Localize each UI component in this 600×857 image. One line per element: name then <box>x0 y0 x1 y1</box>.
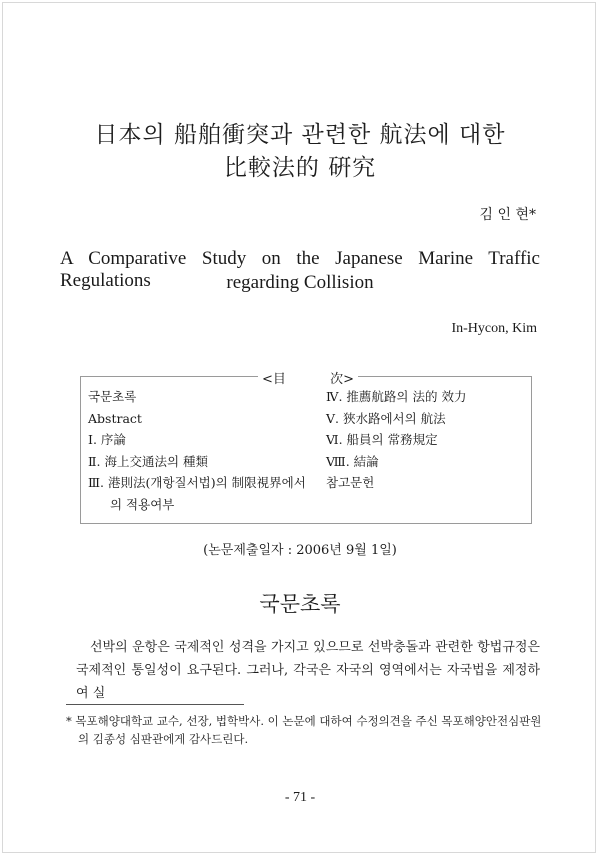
toc-heading <box>258 368 358 387</box>
toc-item: Ⅳ. 推薦航路의 法的 效力 <box>326 389 467 404</box>
page-number: - 71 - <box>284 790 316 805</box>
toc-item: Ⅴ. 狹水路에서의 航法 <box>326 410 446 426</box>
english-title-line2: regarding Collision <box>226 272 374 293</box>
submission-date: (논문제출일자 : 2006년 9월 1일) <box>203 543 397 558</box>
toc-left-column <box>88 386 314 515</box>
section-heading: 국문초록 <box>259 592 341 616</box>
english-title-line1: A Comparative Study on the Japanese Marine Traffic Regulations <box>60 248 540 291</box>
toc-item: Ⅰ. 序論 <box>88 432 126 447</box>
toc-heading-left: <目 <box>262 372 286 387</box>
toc-item-continuation: 의 적용여부 <box>110 496 175 512</box>
toc-item: Ⅲ. 港則法(개항질서법)의 制限視界에서 <box>88 475 306 490</box>
toc-item: Ⅵ. 船員의 常務規定 <box>326 432 438 447</box>
toc-item: 참고문헌 <box>326 475 375 490</box>
paper-title-line2: 比較法的 硏究 <box>223 155 377 181</box>
footnote-line1: * 목포해양대학교 교수, 선장, 법학박사. 이 논문에 대하여 수정의견을 주신 목포해양안전심판원 <box>66 714 542 728</box>
toc-heading-right: 次> <box>330 372 354 387</box>
toc-item: Abstract <box>88 410 142 426</box>
footnote <box>66 712 542 748</box>
toc-right-column <box>326 386 526 494</box>
paper-title-line1: 日本의 船舶衝突과 관련한 航法에 대한 <box>94 122 506 148</box>
body-paragraph: 선박의 운항은 국제적인 성격을 가지고 있으므로 선박충돌과 관련한 항법규정은 국제적인 통일성이 요구된다. 그러나, 각국은 자국의 영역에서는 자국법을 제정하여 실 <box>76 640 540 701</box>
footnote-line2: 의 김종성 심판관에게 감사드린다. <box>78 732 249 746</box>
author-english: In-Hycon, Kim <box>451 321 537 336</box>
toc-item: Ⅷ. 結論 <box>326 453 379 469</box>
toc-item: Ⅱ. 海上交通法의 種類 <box>88 453 208 469</box>
footnote-divider <box>66 704 244 705</box>
author-korean: 김 인 현* <box>479 207 536 223</box>
toc-item: 국문초록 <box>88 389 137 404</box>
